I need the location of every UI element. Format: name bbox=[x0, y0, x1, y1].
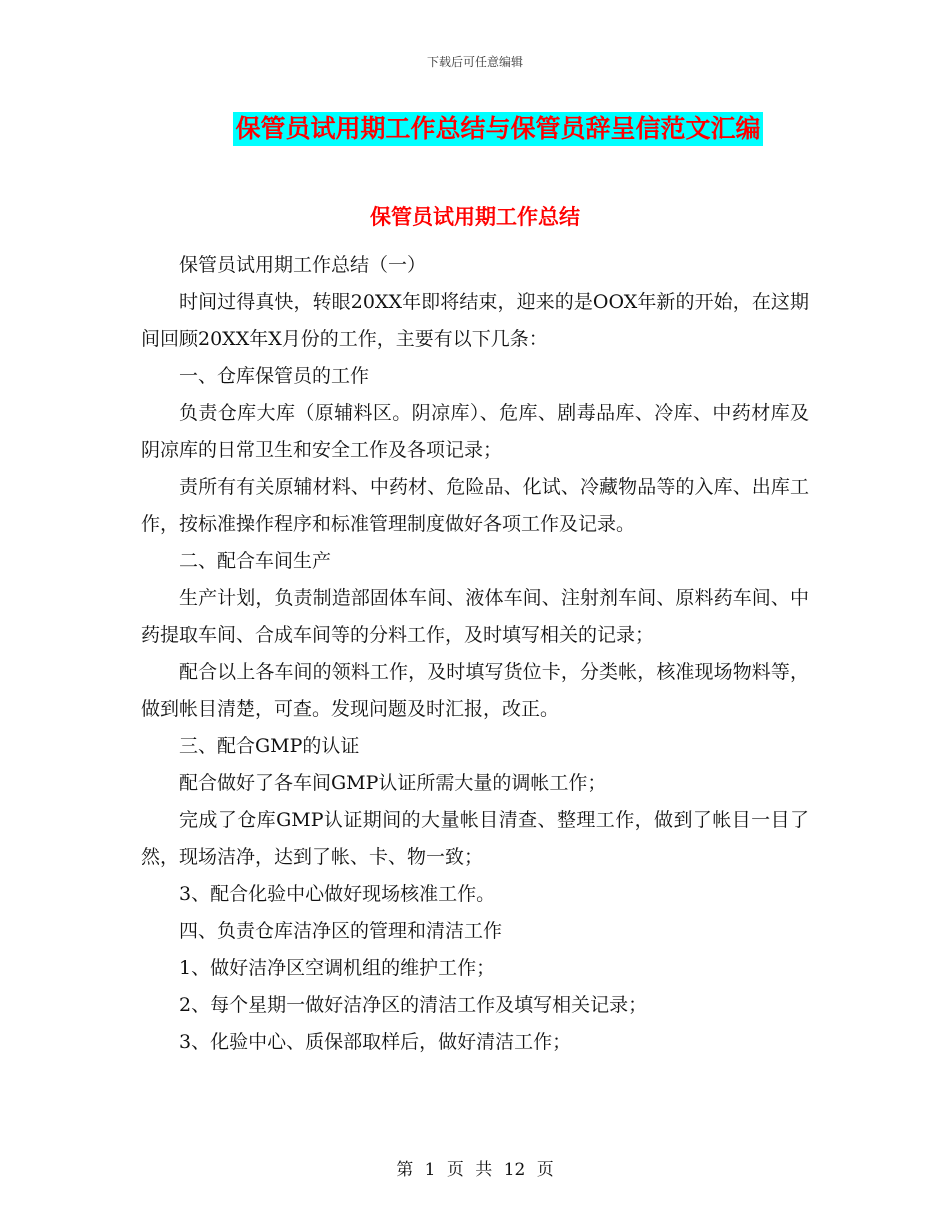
paragraph: 2、每个星期一做好洁净区的清洁工作及填写相关记录； bbox=[179, 994, 648, 1016]
paragraph: 3、配合化验中心做好现场核准工作。 bbox=[179, 883, 496, 905]
paragraph: 四、负责仓库洁净区的管理和清洁工作 bbox=[179, 920, 503, 942]
main-title-container bbox=[0, 112, 950, 146]
paragraph: 时间过得真快，转眼20XX年即将结束，迎来的是OOX年新的开始，在这期间回顾20XX年X月份的工作，主要有以下几条： bbox=[141, 291, 809, 350]
document-body bbox=[141, 247, 809, 1061]
main-title: 保管员试用期工作总结与保管员辞呈信范文汇编 bbox=[233, 112, 762, 146]
paragraph: 三、配合GMP的认证 bbox=[179, 735, 360, 757]
paragraph: 二、配合车间生产 bbox=[179, 550, 332, 572]
paragraph: 3、化验中心、质保部取样后，做好清洁工作； bbox=[179, 1031, 572, 1053]
paragraph: 保管员试用期工作总结（一） bbox=[179, 254, 427, 276]
header-note: 下载后可任意编辑 bbox=[426, 55, 523, 69]
paragraph: 负责仓库大库（原辅料区。阴凉库）、危库、剧毒品库、冷库、中药材库及阴凉库的日常卫生和安全工作及各项记录； bbox=[141, 402, 809, 461]
paragraph: 配合做好了各车间GMP认证所需大量的调帐工作； bbox=[179, 772, 607, 794]
paragraph: 配合以上各车间的领料工作，及时填写货位卡，分类帐，核准现场物料等，做到帐目清楚，可查。发现问题及时汇报，改正。 bbox=[141, 661, 809, 720]
paragraph: 生产计划，负责制造部固体车间、液体车间、注射剂车间、原料药车间、中药提取车间、合成车间等的分料工作，及时填写相关的记录； bbox=[141, 587, 809, 646]
paragraph: 完成了仓库GMP认证期间的大量帐目清查、整理工作，做到了帐目一目了然，现场洁净，达到了帐、卡、物一致； bbox=[141, 809, 809, 868]
page-footer: 第 1 页 共 12 页 bbox=[396, 1160, 554, 1180]
paragraph: 1、做好洁净区空调机组的维护工作； bbox=[179, 957, 496, 979]
paragraph: 责所有有关原辅材料、中药材、危险品、化试、冷藏物品等的入库、出库工作，按标准操作程序和标准管理制度做好各项工作及记录。 bbox=[141, 476, 809, 535]
paragraph: 一、仓库保管员的工作 bbox=[179, 365, 370, 387]
section-title: 保管员试用期工作总结 bbox=[370, 205, 580, 229]
